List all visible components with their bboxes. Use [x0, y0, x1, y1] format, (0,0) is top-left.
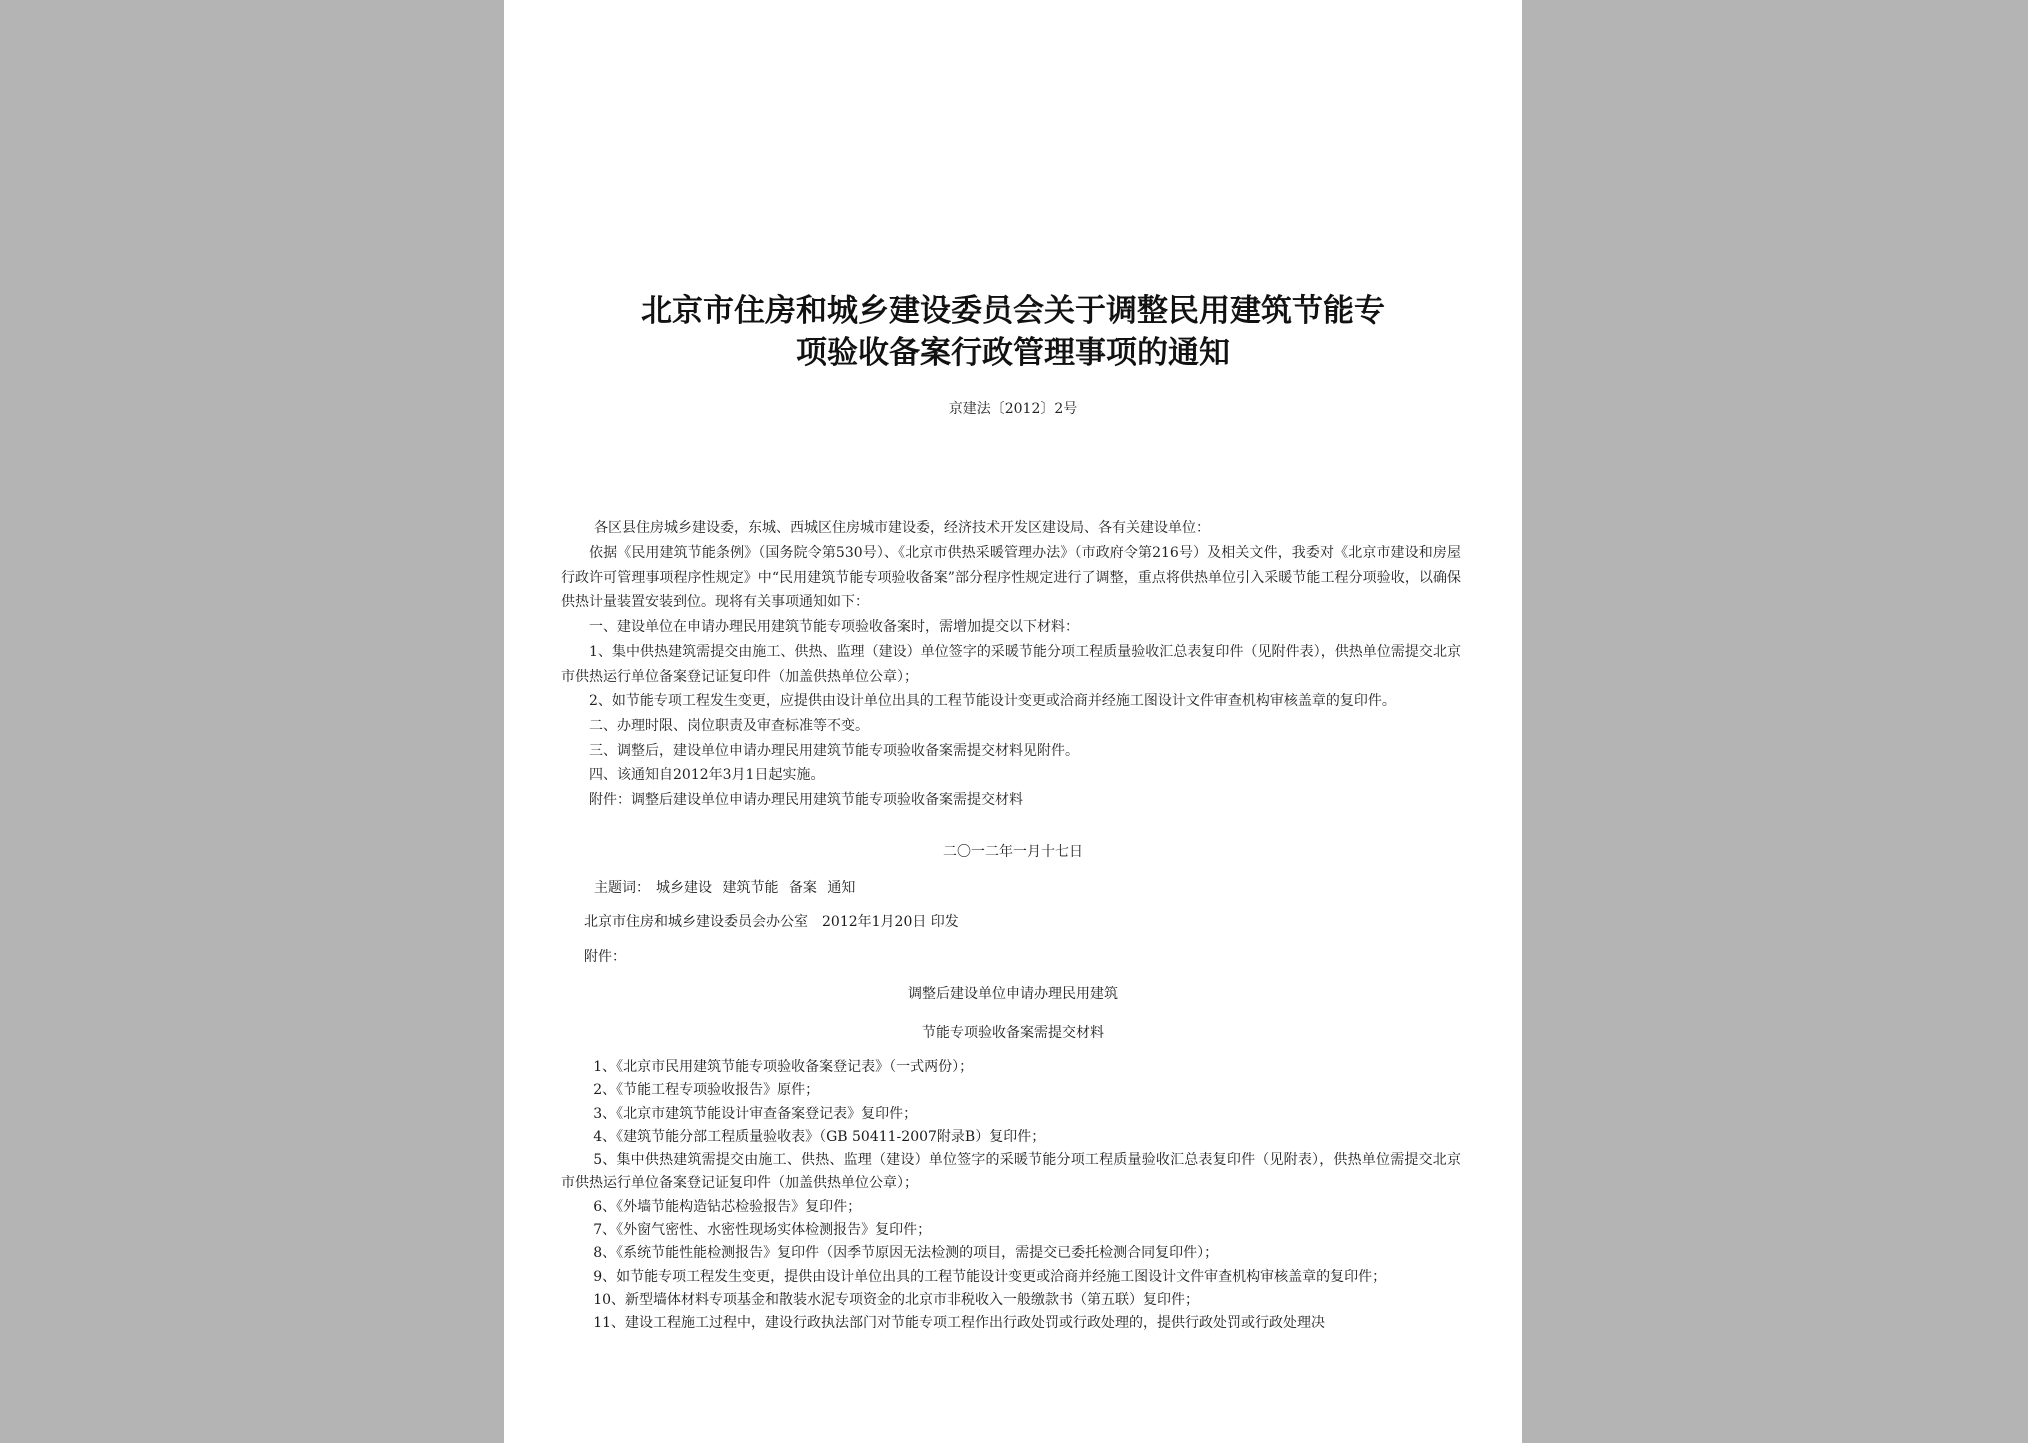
attachment-item: 1、《北京市民用建筑节能专项验收备案登记表》（一式两份）；: [593, 1059, 974, 1075]
issuer-line: 北京市住房和城乡建设委员会办公室 2012年1月20日 印发: [584, 914, 959, 930]
document-page: [504, 0, 1522, 1443]
title-line-2: 项验收备案行政管理事项的通知: [796, 335, 1230, 371]
paragraph: 附件：调整后建设单位申请办理民用建筑节能专项验收备案需提交材料: [589, 792, 1023, 809]
attachment-item: 6、《外墙节能构造钻芯检验报告》复印件；: [593, 1198, 862, 1215]
attachment-item: 4、《建筑节能分部工程质量验收表》（GB 50411-2007附录B）复印件；: [593, 1128, 1046, 1145]
paragraph: 四、该通知自2012年3月1日起实施。: [589, 767, 825, 784]
paragraph: 2、如节能专项工程发生变更，应提供由设计单位出具的工程节能设计变更或洽商并经施工图设计文件审查机构审核盖章的复印件。: [589, 693, 1396, 710]
attachment-item: 9、如节能专项工程发生变更，提供由设计单位出具的工程节能设计变更或洽商并经施工图设计文件审查机构审核盖章的复印件；: [593, 1268, 1387, 1285]
paragraph: 三、调整后，建设单位申请办理民用建筑节能专项验收备案需提交材料见附件。: [589, 742, 1079, 759]
attachment-item: 11、建设工程施工过程中，建设行政执法部门对节能专项工程作出行政处罚或行政处理的，提供行政处罚或行政处理决: [593, 1315, 1325, 1332]
attachment-item: 2、《节能工程专项验收报告》原件；: [593, 1082, 820, 1099]
document-date: 二〇一二年一月十七日: [943, 844, 1083, 860]
paragraph: 二、办理时限、岗位职责及审查标准等不变。: [589, 717, 869, 734]
attachment-title-line-2: 节能专项验收备案需提交材料: [922, 1025, 1104, 1041]
keywords-value: 城乡建设 建筑节能 备案 通知: [656, 880, 856, 896]
attachment-item: 3、《北京市建筑节能设计审查备案登记表》复印件；: [593, 1105, 918, 1122]
paragraph: 一、建设单位在申请办理民用建筑节能专项验收备案时，需增加提交以下材料：: [589, 619, 1079, 636]
keywords-line: [594, 877, 855, 897]
attachment-item: 7、《外窗气密性、水密性现场实体检测报告》复印件；: [593, 1222, 932, 1239]
paragraph: 1、集中供热建筑需提交由施工、供热、监理（建设）单位签字的采暖节能分项工程质量验收汇总表复印件（见附件表），供热单位需提交北京市供热运行单位备案登记证复印件（加盖供热单位公章）；: [561, 643, 1461, 685]
attachment-item: 5、集中供热建筑需提交由施工、供热、监理（建设）单位签字的采暖节能分项工程质量验收汇总表复印件（见附表），供热单位需提交北京市供热运行单位备案登记证复印件（加盖供热单位公章）；: [561, 1152, 1461, 1192]
attachment-item-list: [561, 1056, 1461, 1336]
attachment-item: 8、《系统节能性能检测报告》复印件（因季节原因无法检测的项目，需提交已委托检测合同复印件）；: [593, 1245, 1219, 1262]
attachment-label: 附件：: [584, 949, 626, 965]
document-title: [564, 290, 1462, 374]
paragraph: 依据《民用建筑节能条例》（国务院令第530号）、《北京市供热采暖管理办法》（市政府令第216号）及相关文件，我委对《北京市建设和房屋行政许可管理事项程序性规定》中“民用建筑节能专项验收备案”部分程序性规定进行了调整，重点将供热单位引入采暖节能工程分项验收，以确保供热计量装置安装到位。现将有关事项通知如下：: [561, 545, 1461, 611]
body-paragraphs: [561, 541, 1461, 813]
addressee-line: 各区县住房城乡建设委，东城、西城区住房城市建设委，经济技术开发区建设局、各有关建设单位：: [594, 520, 1210, 536]
attachment-title-line-1: 调整后建设单位申请办理民用建筑: [908, 986, 1118, 1002]
keywords-label: 主题词：: [594, 880, 650, 896]
document-number: 京建法〔2012〕2号: [948, 401, 1078, 417]
title-line-1: 北京市住房和城乡建设委员会关于调整民用建筑节能专: [641, 293, 1385, 329]
attachment-item: 10、新型墙体材料专项基金和散装水泥专项资金的北京市非税收入一般缴款书（第五联）复印件；: [593, 1291, 1199, 1308]
